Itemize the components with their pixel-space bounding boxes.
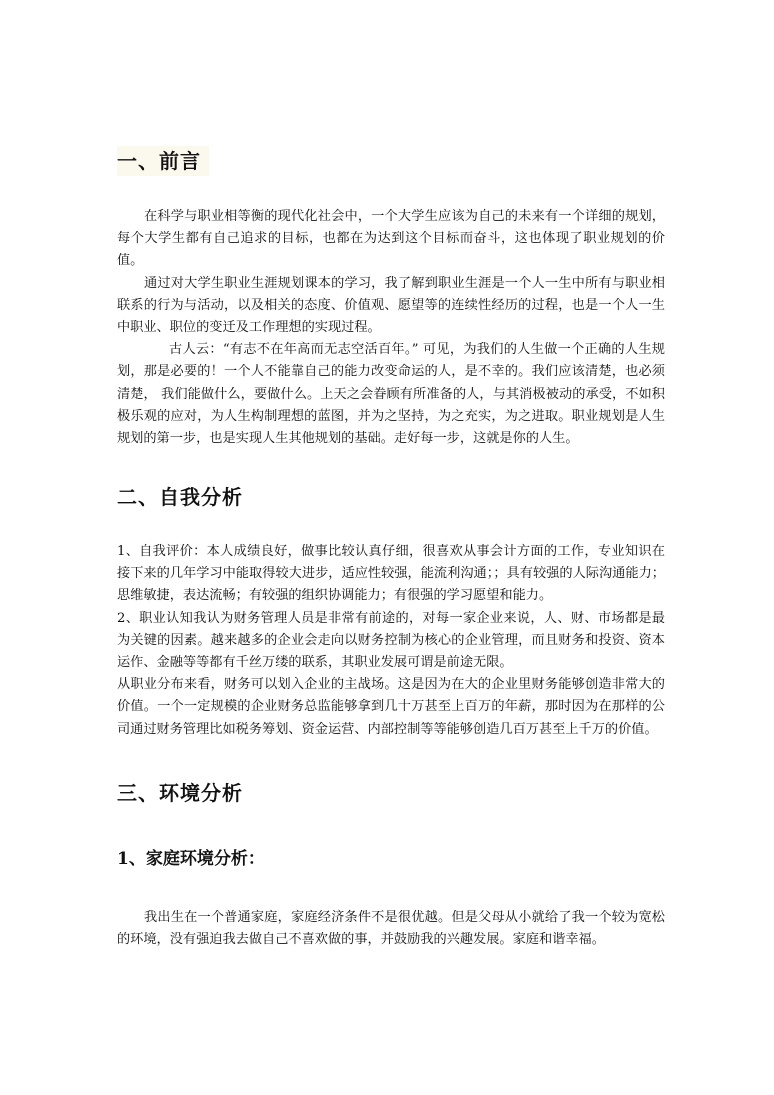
family-environment-paragraph: 我出生在一个普通家庭，家庭经济条件不是很优越。但是父母从小就给了我一个较为宽松的环境，没有强迫我去做自己不喜欢做的事，并鼓励我的兴趣发展。家庭和谐幸福。 (117, 910, 665, 948)
self-analysis-body (117, 541, 665, 741)
career-cognition-paragraph: 2、职业认知我认为财务管理人员是非常有前途的，对每一家企业来说，人、财、市场都是最为关键的因素。越来越多的企业会走向以财务控制为核心的企业管理，而且财务和投资、资本运作、金融等等都有千丝万缕的联系，其职业发展可谓是前途无限。 (117, 610, 665, 671)
heading-self-analysis: 二、自我分析 (117, 485, 243, 509)
heading-environment: 三、环境分析 (117, 781, 243, 805)
family-environment-body (117, 907, 665, 951)
heading-preface: 一、前言 (117, 146, 209, 176)
preface-paragraph-2: 通过对大学生职业生涯规划课本的学习，我了解到职业生涯是一个人一生中所有与职业相联系的行为与活动，以及相关的态度、价值观、愿望等的连续性经历的过程，也是一个人一生中职业、职位的变迁及工作理想的实现过程。 (117, 275, 665, 336)
career-distribution-paragraph: 从职业分布来看，财务可以划入企业的主战场。这是因为在大的企业里财务能够创造非常大的价值。一个一定规模的企业财务总监能够拿到几十万甚至上百万的年薪，那时因为在那样的公司通过财务管理比如税务筹划、资金运营、内部控制等等能够创造几百万甚至上千万的价值。 (117, 677, 665, 737)
self-evaluation-paragraph: 1、自我评价：本人成绩良好，做事比较认真仔细，很喜欢从事会计方面的工作，专业知识在接下来的几年学习中能取得较大进步，适应性较强，能流利沟通；；具有较强的人际沟通能力；思维敏捷，表达流畅；有较强的组织协调能力；有很强的学习愿望和能力。 (117, 544, 665, 604)
preface-paragraph-1: 在科学与职业相等衡的现代化社会中，一个大学生应该为自己的未来有一个详细的规划，每个大学生都有自己追求的目标，也都在为达到这个目标而奋斗，这也体现了职业规划的价值。 (117, 209, 665, 269)
preface-paragraph-3: 古人云：“有志不在年高而无志空活百年。” 可见，为我们的人生做一个正确的人生规划，那是必要的！一个人不能靠自己的能力改变命运的人，是不幸的。我们应该清楚，也必须清楚， 我们能做什么，要做什么。上天之会眷顾有所准备的人，与其消极被动的承受，不如积极乐观的应对，为人生构制理想的蓝图，并为之坚持，为之充实，为之进取。职业规划是人生规划的第一步，也是实现人生其他规划的基础。走好每一步，这就是你的人生。 (117, 342, 665, 447)
subheading-family-environment: 1、家庭环境分析： (117, 849, 265, 869)
preface-body (117, 206, 665, 450)
